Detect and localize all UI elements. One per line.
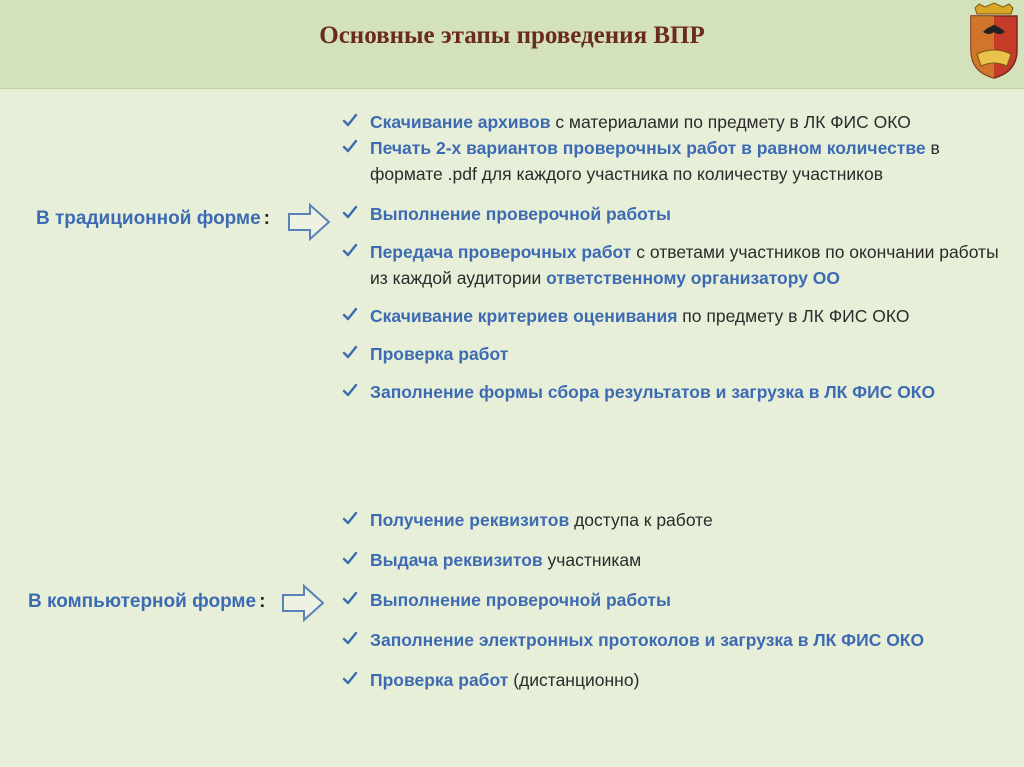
step-highlight-text: Скачивание критериев оценивания bbox=[370, 306, 678, 326]
right-arrow-icon bbox=[280, 583, 326, 623]
step-item bbox=[342, 239, 1002, 291]
computer-form-label bbox=[28, 591, 265, 613]
step-text: по предмету в ЛК ФИС ОКО bbox=[677, 306, 910, 326]
step-item bbox=[342, 507, 1002, 533]
traditional-form-label-text: В традиционной форме bbox=[36, 208, 261, 229]
computer-form-colon: : bbox=[259, 591, 266, 612]
coat-of-arms-icon bbox=[967, 2, 1021, 80]
checkmark-icon bbox=[342, 550, 358, 566]
checkmark-icon bbox=[342, 670, 358, 686]
step-highlight-text: Передача проверочных работ bbox=[370, 242, 632, 262]
step-highlight-text: Выполнение проверочной работы bbox=[370, 590, 671, 610]
step-text: участникам bbox=[542, 550, 642, 570]
step-text: с ответами участников по окончании работы из каждой аудитории bbox=[370, 242, 999, 288]
traditional-form-colon: : bbox=[263, 208, 270, 229]
step-highlight-text: Проверка работ bbox=[370, 670, 509, 690]
step-highlight-text: Проверка работ bbox=[370, 344, 509, 364]
step-item bbox=[342, 379, 1002, 405]
step-item bbox=[342, 201, 1002, 227]
step-highlight-text: Выдача реквизитов bbox=[370, 550, 543, 570]
step-text: с материалами по предмету в ЛК ФИС ОКО bbox=[550, 112, 911, 132]
checkmark-icon bbox=[342, 344, 358, 360]
checkmark-icon bbox=[342, 630, 358, 646]
checkmark-icon bbox=[342, 242, 358, 258]
checkmark-icon bbox=[342, 510, 358, 526]
step-highlight-text: Выполнение проверочной работы bbox=[370, 204, 671, 224]
step-item bbox=[342, 667, 1002, 693]
checkmark-icon bbox=[342, 112, 358, 128]
step-item bbox=[342, 109, 1002, 135]
checkmark-icon bbox=[342, 590, 358, 606]
checkmark-icon bbox=[342, 382, 358, 398]
step-item bbox=[342, 587, 1002, 613]
step-highlight-text: ответственному организатору ОО bbox=[546, 268, 841, 288]
step-item bbox=[342, 303, 1002, 329]
slide-title: Основные этапы проведения ВПР bbox=[319, 22, 705, 49]
step-item bbox=[342, 627, 1002, 653]
step-text: (дистанционно) bbox=[508, 670, 640, 690]
step-item bbox=[342, 135, 1002, 187]
computer-steps-list bbox=[342, 507, 1002, 693]
computer-form-label-text: В компьютерной форме bbox=[28, 591, 257, 612]
step-text: доступа к работе bbox=[569, 510, 713, 530]
step-highlight-text: Получение реквизитов bbox=[370, 510, 570, 530]
traditional-steps-list bbox=[342, 109, 1002, 405]
checkmark-icon bbox=[342, 306, 358, 322]
step-highlight-text: Печать 2-х вариантов проверочных работ в равном количестве bbox=[370, 138, 926, 158]
checkmark-icon bbox=[342, 138, 358, 154]
traditional-form-label bbox=[36, 208, 270, 230]
checkmark-icon bbox=[342, 204, 358, 220]
step-highlight-text: Заполнение формы сбора результатов и загрузка в ЛК ФИС ОКО bbox=[370, 382, 936, 402]
header-bar bbox=[0, 0, 1024, 89]
step-text: в формате .pdf для каждого участника по количеству участников bbox=[370, 138, 940, 184]
step-highlight-text: Заполнение электронных протоколов и загрузка в ЛК ФИС ОКО bbox=[370, 630, 925, 650]
step-item bbox=[342, 547, 1002, 573]
right-arrow-icon bbox=[286, 202, 332, 242]
step-highlight-text: Скачивание архивов bbox=[370, 112, 551, 132]
step-item bbox=[342, 341, 1002, 367]
